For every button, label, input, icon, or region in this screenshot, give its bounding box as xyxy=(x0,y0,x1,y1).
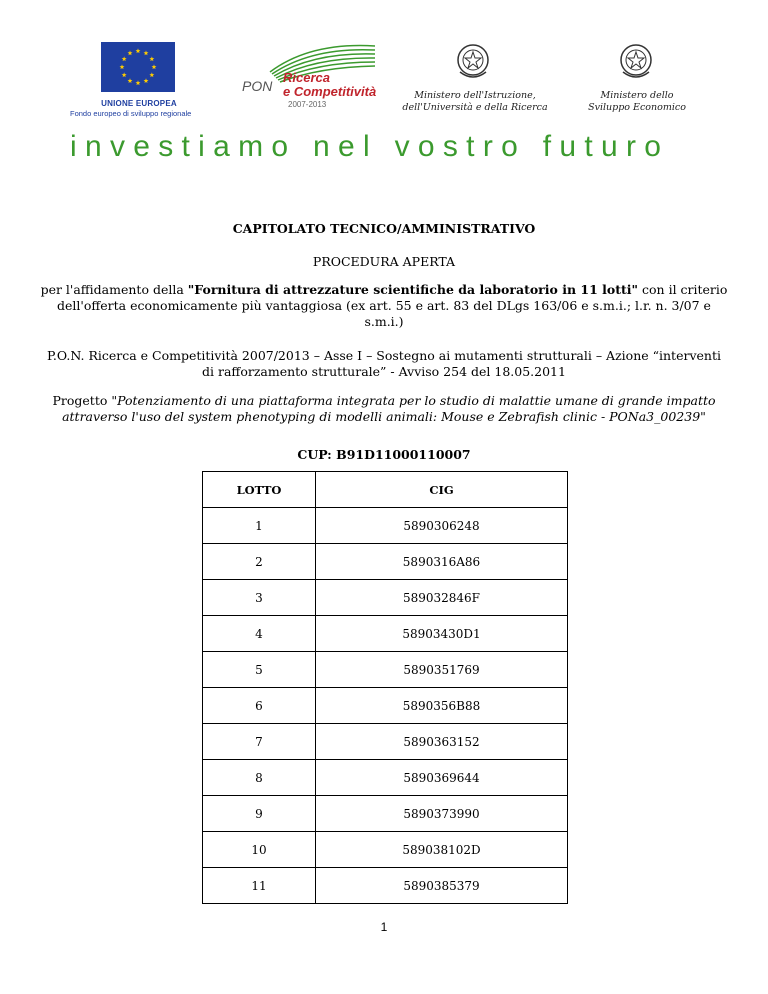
page-number: 1 xyxy=(380,920,388,934)
lotto-cell: 2 xyxy=(203,544,316,580)
lotto-cell: 5 xyxy=(203,652,316,688)
lotto-cell: 4 xyxy=(203,616,316,652)
table-row xyxy=(203,508,568,544)
lotti-table xyxy=(202,471,568,904)
lotto-cell: 9 xyxy=(203,796,316,832)
table-row xyxy=(203,580,568,616)
cig-cell: 5890306248 xyxy=(316,508,568,544)
ministry-istruzione: Ministero dell'Istruzione, dell'Università e della Ricerca xyxy=(402,90,548,113)
table-row xyxy=(203,796,568,832)
subject-paragraph: per l'affidamento della "Fornitura di attrezzature scientifiche da laboratorio in 11 lotti" con il criterio dell'offerta economicamente più vantaggiosa (ex art. 55 e art. 83 del DLgs 163/06 e s.m.i.; l.r. n. 3/07 e s.m.i.) xyxy=(40,282,728,329)
table-row xyxy=(203,616,568,652)
lotto-cell: 1 xyxy=(203,508,316,544)
cig-cell: 589032846F xyxy=(316,580,568,616)
cig-cell: 5890373990 xyxy=(316,796,568,832)
cig-cell: 5890363152 xyxy=(316,724,568,760)
table-row xyxy=(203,544,568,580)
cig-cell: 5890369644 xyxy=(316,760,568,796)
project-paragraph: Progetto "Potenziamento di una piattaforma integrata per lo studio di malattie umane di grande impatto attraverso l'uso del system phenotyping di modelli animali: Mouse e Zebrafish clinic - PONa3_00239" xyxy=(52,393,716,424)
table-row xyxy=(203,724,568,760)
eu-stars-icon xyxy=(101,42,175,92)
pon-paragraph: P.O.N. Ricerca e Competitività 2007/2013 – Asse I – Sostegno ai mutamenti strutturali – Azione “interventi di rafforzamento strutturale” - Avviso 254 del 18.05.2011 xyxy=(47,348,721,379)
lotto-cell: 8 xyxy=(203,760,316,796)
table-row xyxy=(203,832,568,868)
lotto-cell: 6 xyxy=(203,688,316,724)
header-lotto: LOTTO xyxy=(203,472,316,508)
cig-cell: 5890351769 xyxy=(316,652,568,688)
pon-years: 2007-2013 xyxy=(288,100,327,109)
pon-competitivita: e Competitività xyxy=(283,84,377,99)
cig-cell: 5890356B88 xyxy=(316,688,568,724)
document-title: CAPITOLATO TECNICO/AMMINISTRATIVO xyxy=(232,221,536,236)
cig-cell: 5890385379 xyxy=(316,868,568,904)
cig-cell: 589038102D xyxy=(316,832,568,868)
table-row xyxy=(203,652,568,688)
pon-word: PON xyxy=(242,78,273,94)
table-row xyxy=(203,688,568,724)
ministry-sviluppo: Ministero dello Sviluppo Economico xyxy=(588,90,686,113)
table-row xyxy=(203,760,568,796)
table-row xyxy=(203,868,568,904)
slogan: investiamo nel vostro futuro xyxy=(70,130,670,163)
italian-emblem-icon xyxy=(455,42,491,82)
cig-cell: 58903430D1 xyxy=(316,616,568,652)
eu-fund-label: Fondo europeo di sviluppo regionale xyxy=(70,109,192,118)
cig-cell: 5890316A86 xyxy=(316,544,568,580)
eu-label: UNIONE EUROPEA xyxy=(101,99,177,108)
cup-code: CUP: B91D11000110007 xyxy=(297,447,471,462)
lotto-cell: 7 xyxy=(203,724,316,760)
lotto-cell: 10 xyxy=(203,832,316,868)
table-header-row xyxy=(203,472,568,508)
lotto-cell: 11 xyxy=(203,868,316,904)
lotto-cell: 3 xyxy=(203,580,316,616)
header-cig: CIG xyxy=(316,472,568,508)
italian-emblem-icon xyxy=(618,42,654,82)
eu-flag-logo xyxy=(101,42,175,92)
pon-ricerca: Ricerca xyxy=(283,70,330,85)
procedure-label: PROCEDURA APERTA xyxy=(312,254,456,269)
